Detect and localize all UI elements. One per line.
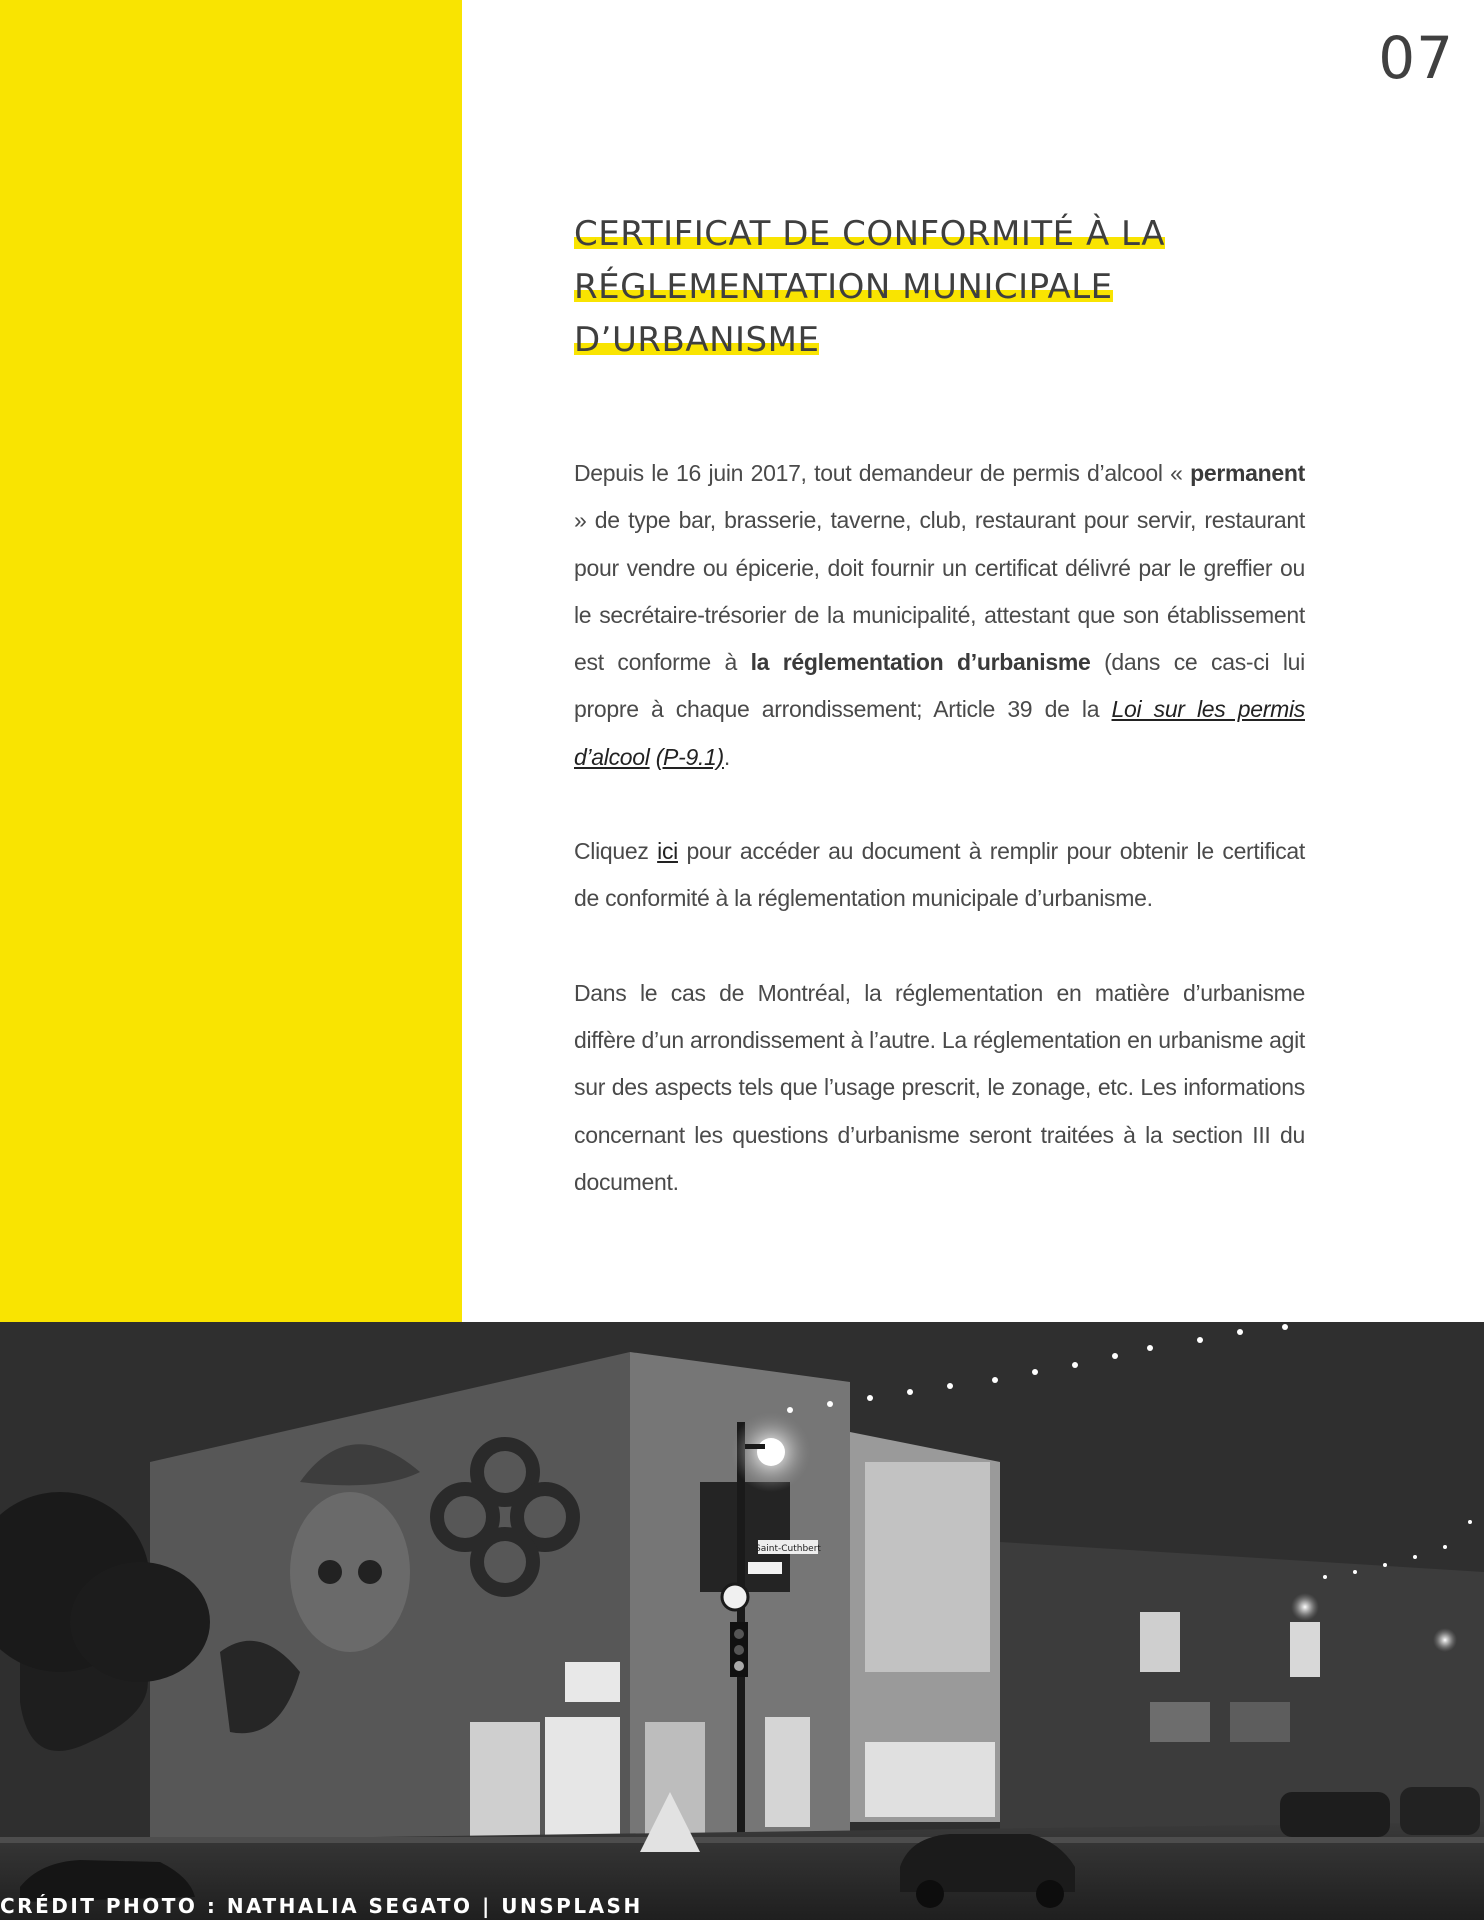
law-link[interactable]: Loi sur les permis d’alcool bbox=[574, 696, 1305, 770]
law-reference-link[interactable]: (P-9.1) bbox=[655, 743, 724, 770]
emphasis-permanent: permanent bbox=[1190, 460, 1305, 486]
yellow-side-band bbox=[0, 0, 462, 1322]
title-line-3: D’URBANISME bbox=[574, 320, 820, 360]
here-link[interactable]: ici bbox=[657, 838, 678, 865]
page-number: 07 bbox=[1378, 24, 1454, 92]
street-sign-text: Saint-Cuthbert bbox=[755, 1544, 821, 1554]
paragraph-click-here: Cliquez ici pour accéder au document à remplir pour obtenir le certificat de conformité à la réglementation municipale d’urbanisme. bbox=[574, 838, 1306, 912]
paragraph-montreal: Dans le cas de Montréal, la réglementation en matière d’urbanisme diffère d’un arrondissement à l’autre. La réglementation en urbanisme agit sur des aspects tels que l’usage prescrit, le zonage, etc. Les informations concernant les questions d’urbanisme seront traitées à la section III du document. bbox=[574, 979, 1305, 1195]
street-photo bbox=[0, 1322, 1484, 1920]
section-title bbox=[574, 208, 1394, 367]
photo-credit: CRÉDIT PHOTO : NATHALIA SEGATO | UNSPLASH bbox=[0, 1894, 643, 1918]
title-line-1: CERTIFICAT DE CONFORMITÉ À LA bbox=[574, 214, 1166, 254]
title-line-2: RÉGLEMENTATION MUNICIPALE bbox=[574, 267, 1113, 307]
body-text bbox=[574, 450, 1305, 1253]
paragraph-permit-requirement: Depuis le 16 juin 2017, tout demandeur de permis d’alcool « permanent » de type bar, brasserie, taverne, club, restaurant pour servir, restaurant pour vendre ou épicerie, doit fournir un certificat délivré par le greffier ou le secrétaire-trésorier de la municipalité, attestant que son établissement est conforme à la réglementation d’urbanisme (dans ce cas-ci lui propre à chaque arrondissement; Article 39 de la Loi sur les permis d’alcool (P-9.1). bbox=[574, 460, 1305, 770]
emphasis-urban-regulation: la réglementation d’urbanisme bbox=[750, 649, 1091, 676]
street-night-illustration bbox=[0, 1322, 1484, 1920]
